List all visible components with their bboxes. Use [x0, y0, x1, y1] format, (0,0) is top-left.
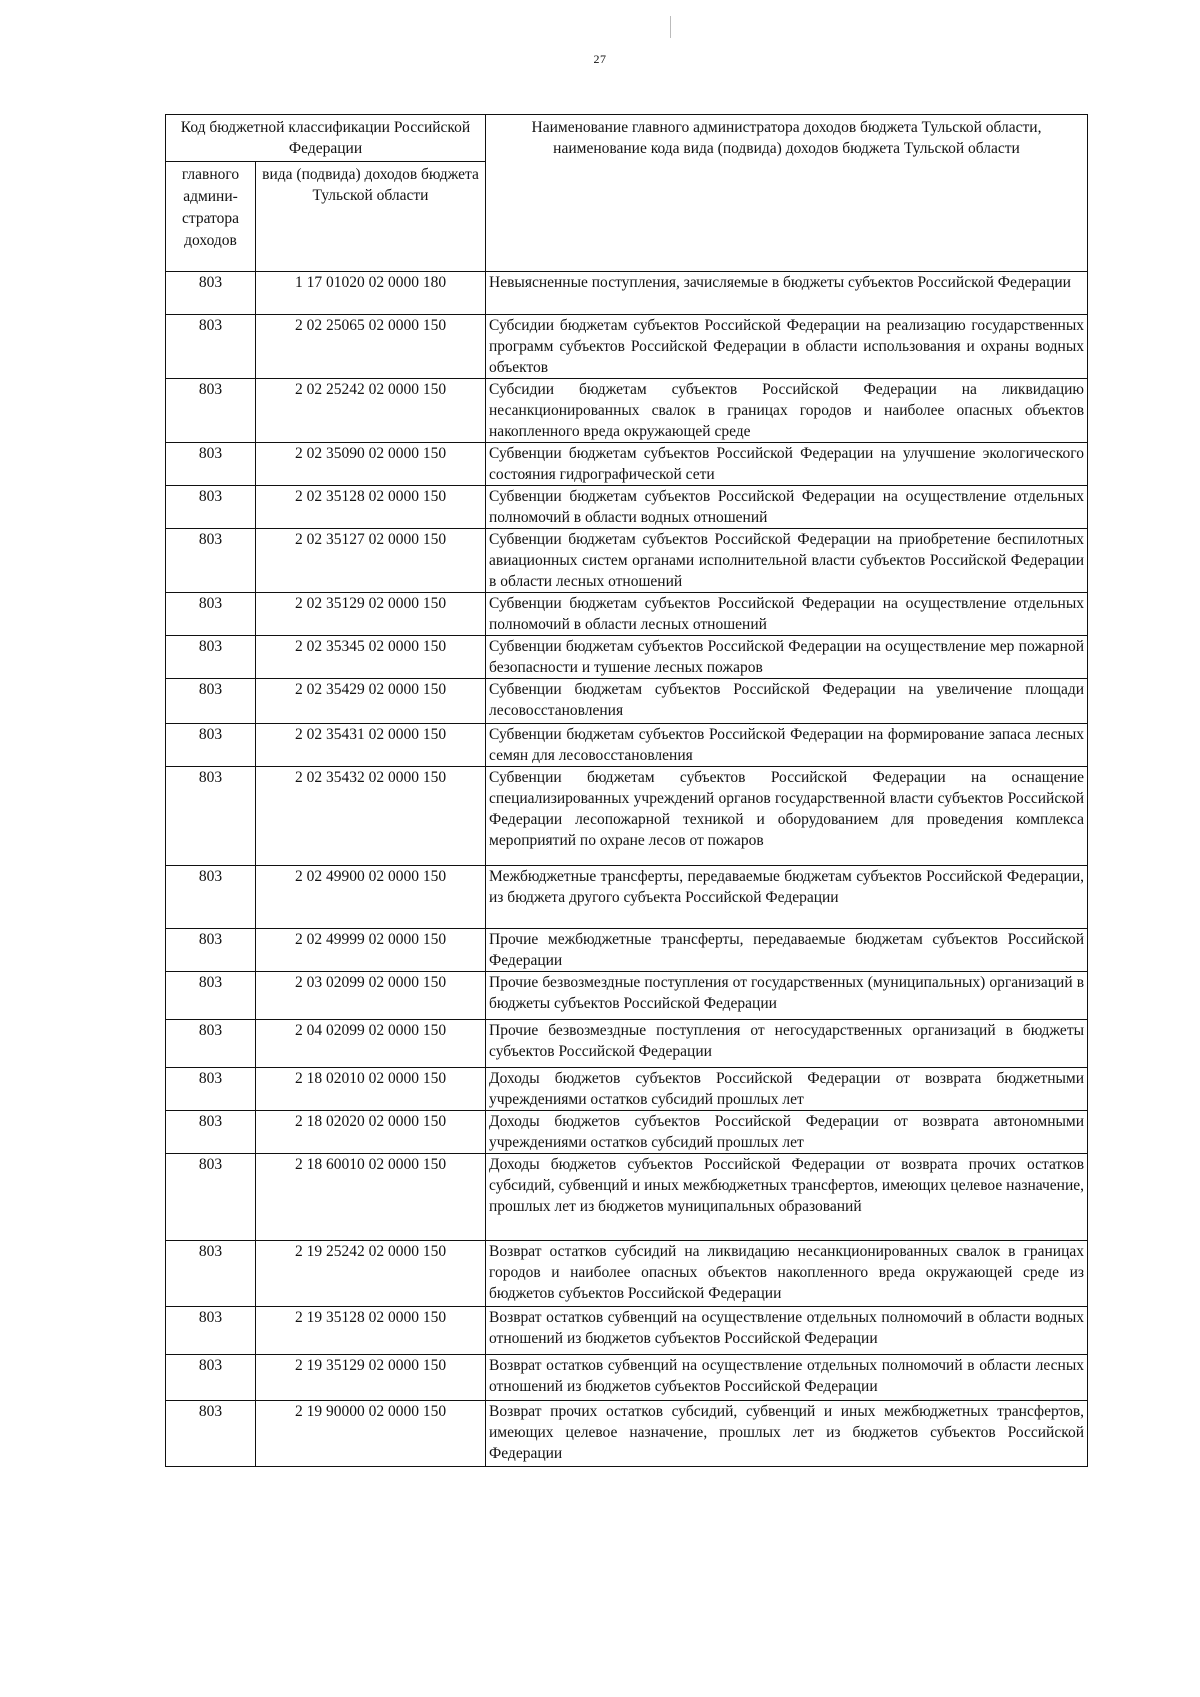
cell-admin-code: 803 — [166, 724, 256, 767]
cell-income-name: Прочие межбюджетные трансферты, передаваемые бюджетам субъектов Российской Федерации — [486, 929, 1088, 972]
cell-admin-code: 803 — [166, 593, 256, 636]
table-row — [166, 272, 1088, 315]
header-name: Наименование главного администратора доходов бюджета Тульской области, наименование кода вида (подвида) доходов бюджета Тульской области — [486, 115, 1088, 272]
cell-income-code: 2 18 02020 02 0000 150 — [256, 1111, 486, 1154]
page-number: 27 — [593, 52, 607, 66]
cell-admin-code: 803 — [166, 486, 256, 529]
cell-admin-code: 803 — [166, 1068, 256, 1111]
cell-income-name: Возврат остатков субвенций на осуществление отдельных полномочий в области лесных отношений из бюджетов субъектов Российской Федерации — [486, 1355, 1088, 1401]
cell-income-code: 2 19 35129 02 0000 150 — [256, 1355, 486, 1401]
cell-income-name: Доходы бюджетов субъектов Российской Федерации от возврата бюджетными учреждениями остатков субсидий прошлых лет — [486, 1068, 1088, 1111]
cell-income-name: Субвенции бюджетам субъектов Российской Федерации на приобретение беспилотных авиационных систем органами исполнительной власти субъектов Российской Федерации в области лесных отношений — [486, 529, 1088, 593]
cell-admin-code: 803 — [166, 379, 256, 443]
cell-income-name: Субсидии бюджетам субъектов Российской Федерации на ликвидацию несанкционированных свалок в границах городов и наиболее опасных объектов накопленного вреда окружающей среде — [486, 379, 1088, 443]
cell-income-name: Субсидии бюджетам субъектов Российской Федерации на реализацию государственных программ субъектов Российской Федерации в области использования и охраны водных объектов — [486, 315, 1088, 379]
cell-income-code: 2 02 35429 02 0000 150 — [256, 679, 486, 724]
cell-admin-code: 803 — [166, 679, 256, 724]
cell-admin-code: 803 — [166, 636, 256, 679]
cell-admin-code: 803 — [166, 929, 256, 972]
cell-income-code: 2 02 35432 02 0000 150 — [256, 767, 486, 866]
table-row — [166, 1111, 1088, 1154]
header-admin: главного админи-стратора доходов — [166, 162, 256, 272]
table-row — [166, 679, 1088, 724]
cell-admin-code: 803 — [166, 1154, 256, 1241]
cell-income-name: Субвенции бюджетам субъектов Российской Федерации на формирование запаса лесных семян для лесовосстановления — [486, 724, 1088, 767]
cell-admin-code: 803 — [166, 1355, 256, 1401]
cell-income-code: 2 19 25242 02 0000 150 — [256, 1241, 486, 1307]
cell-admin-code: 803 — [166, 866, 256, 929]
cell-income-name: Субвенции бюджетам субъектов Российской Федерации на оснащение специализированных учреждений органов государственной власти субъектов Российской Федерации лесопожарной техникой и оборудованием для проведения комплекса мероприятий по охране лесов от пожаров — [486, 767, 1088, 866]
cell-income-name: Возврат прочих остатков субсидий, субвенций и иных межбюджетных трансфертов, имеющих целевое назначение, прошлых лет из бюджетов субъектов Российской Федерации — [486, 1401, 1088, 1467]
cell-income-code: 2 02 25242 02 0000 150 — [256, 379, 486, 443]
cell-admin-code: 803 — [166, 1241, 256, 1307]
cell-admin-code: 803 — [166, 1020, 256, 1068]
table-row — [166, 929, 1088, 972]
table-row — [166, 315, 1088, 379]
scan-mark — [670, 16, 671, 38]
cell-income-name: Прочие безвозмездные поступления от негосударственных организаций в бюджеты субъектов Российской Федерации — [486, 1020, 1088, 1068]
cell-income-name: Доходы бюджетов субъектов Российской Федерации от возврата автономными учреждениями остатков субсидий прошлых лет — [486, 1111, 1088, 1154]
cell-admin-code: 803 — [166, 272, 256, 315]
cell-income-name: Субвенции бюджетам субъектов Российской Федерации на увеличение площади лесовосстановления — [486, 679, 1088, 724]
table-row — [166, 1401, 1088, 1467]
table-row — [166, 443, 1088, 486]
table-row — [166, 1241, 1088, 1307]
table-header — [166, 115, 1088, 272]
table-row — [166, 1355, 1088, 1401]
table-row — [166, 1307, 1088, 1355]
cell-income-name: Возврат остатков субсидий на ликвидацию несанкционированных свалок в границах городов и наиболее опасных объектов накопленного вреда окружающей среде из бюджетов субъектов Российской Федерации — [486, 1241, 1088, 1307]
table-row — [166, 767, 1088, 866]
cell-income-code: 2 02 49900 02 0000 150 — [256, 866, 486, 929]
header-group-code: Код бюджетной классификации Российской Федерации — [166, 115, 486, 162]
table-row — [166, 486, 1088, 529]
table-row — [166, 529, 1088, 593]
cell-income-name: Межбюджетные трансферты, передаваемые бюджетам субъектов Российской Федерации, из бюджета другого субъекта Российской Федерации — [486, 866, 1088, 929]
cell-admin-code: 803 — [166, 1401, 256, 1467]
cell-income-name: Возврат остатков субвенций на осуществление отдельных полномочий в области водных отношений из бюджетов субъектов Российской Федерации — [486, 1307, 1088, 1355]
cell-income-name: Субвенции бюджетам субъектов Российской Федерации на осуществление отдельных полномочий в области лесных отношений — [486, 593, 1088, 636]
table-row — [166, 1068, 1088, 1111]
table-row — [166, 866, 1088, 929]
cell-income-code: 2 03 02099 02 0000 150 — [256, 972, 486, 1020]
cell-income-code: 2 02 25065 02 0000 150 — [256, 315, 486, 379]
cell-admin-code: 803 — [166, 315, 256, 379]
cell-admin-code: 803 — [166, 443, 256, 486]
cell-admin-code: 803 — [166, 767, 256, 866]
header-code: вида (подвида) доходов бюджета Тульской области — [256, 162, 486, 272]
cell-income-name: Субвенции бюджетам субъектов Российской Федерации на осуществление отдельных полномочий в области водных отношений — [486, 486, 1088, 529]
cell-income-code: 2 19 35128 02 0000 150 — [256, 1307, 486, 1355]
cell-income-name: Субвенции бюджетам субъектов Российской Федерации на улучшение экологического состояния гидрографической сети — [486, 443, 1088, 486]
budget-table — [165, 114, 1088, 1467]
cell-income-code: 2 02 35129 02 0000 150 — [256, 593, 486, 636]
table-row — [166, 1020, 1088, 1068]
cell-income-code: 2 02 35090 02 0000 150 — [256, 443, 486, 486]
header-row-top — [166, 115, 1088, 162]
cell-income-code: 1 17 01020 02 0000 180 — [256, 272, 486, 315]
cell-admin-code: 803 — [166, 1111, 256, 1154]
cell-income-code: 2 18 60010 02 0000 150 — [256, 1154, 486, 1241]
cell-income-name: Субвенции бюджетам субъектов Российской Федерации на осуществление мер пожарной безопасности и тушение лесных пожаров — [486, 636, 1088, 679]
cell-admin-code: 803 — [166, 972, 256, 1020]
cell-income-code: 2 18 02010 02 0000 150 — [256, 1068, 486, 1111]
table-row — [166, 593, 1088, 636]
table-row — [166, 1154, 1088, 1241]
cell-income-name: Прочие безвозмездные поступления от государственных (муниципальных) организаций в бюджеты субъектов Российской Федерации — [486, 972, 1088, 1020]
cell-admin-code: 803 — [166, 1307, 256, 1355]
cell-income-code: 2 02 35345 02 0000 150 — [256, 636, 486, 679]
cell-income-code: 2 02 35431 02 0000 150 — [256, 724, 486, 767]
cell-income-code: 2 02 49999 02 0000 150 — [256, 929, 486, 972]
cell-admin-code: 803 — [166, 529, 256, 593]
cell-income-name: Доходы бюджетов субъектов Российской Федерации от возврата прочих остатков субсидий, субвенций и иных межбюджетных трансфертов, имеющих целевое назначение, прошлых лет из бюджетов муниципальных образований — [486, 1154, 1088, 1241]
cell-income-code: 2 04 02099 02 0000 150 — [256, 1020, 486, 1068]
table-row — [166, 724, 1088, 767]
table-row — [166, 636, 1088, 679]
table-body — [166, 272, 1088, 1467]
table-row — [166, 972, 1088, 1020]
cell-income-code: 2 02 35127 02 0000 150 — [256, 529, 486, 593]
cell-income-code: 2 02 35128 02 0000 150 — [256, 486, 486, 529]
cell-income-code: 2 19 90000 02 0000 150 — [256, 1401, 486, 1467]
table-row — [166, 379, 1088, 443]
cell-income-name: Невыясненные поступления, зачисляемые в бюджеты субъектов Российской Федерации — [486, 272, 1088, 315]
